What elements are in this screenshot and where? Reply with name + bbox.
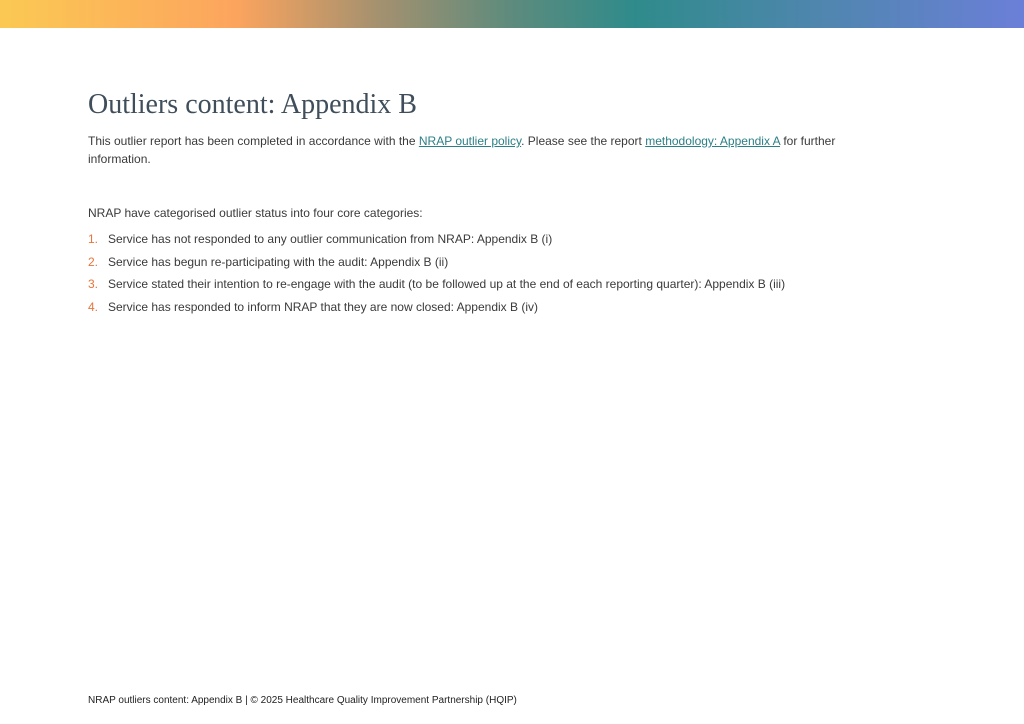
page-footer: NRAP outliers content: Appendix B | © 2025 Healthcare Quality Improvement Partnership (HQIP) [88,695,517,706]
list-number: 1. [88,232,99,246]
list-number: 4. [88,299,99,314]
intro-paragraph [88,132,868,168]
list-item [88,230,888,248]
page-content [88,88,888,320]
list-number: 3. [88,277,99,291]
categories-list [88,230,888,316]
intro-text-middle: . Please see the report [521,134,646,148]
list-item-text: Service has responded to inform NRAP that they are now closed: Appendix B (iv) [108,299,539,314]
nrap-outlier-policy-link[interactable]: NRAP outlier policy [418,134,522,148]
list-item-text: Service has not responded to any outlier communication from NRAP: Appendix B (i) [108,232,553,246]
methodology-appendix-a-link[interactable]: methodology: Appendix A [645,134,780,148]
list-item [88,298,888,316]
intro-text-after: for further information. [88,134,836,166]
list-item-text: Service stated their intention to re-engage with the audit (to be followed up at the end of each reporting quarter): Appendix B (iii) [108,277,786,291]
list-item-text: Service has begun re-participating with the audit: Appendix B (ii) [108,254,449,269]
categories-intro: NRAP have categorised outlier status into four core categories: [88,206,423,220]
list-number: 2. [88,254,99,269]
list-item [88,253,888,271]
intro-text-before: This outlier report has been completed in accordance with the [88,134,419,148]
page-title: Outliers content: Appendix B [88,89,417,120]
header-gradient-bar [0,0,1024,28]
list-item [88,275,888,293]
